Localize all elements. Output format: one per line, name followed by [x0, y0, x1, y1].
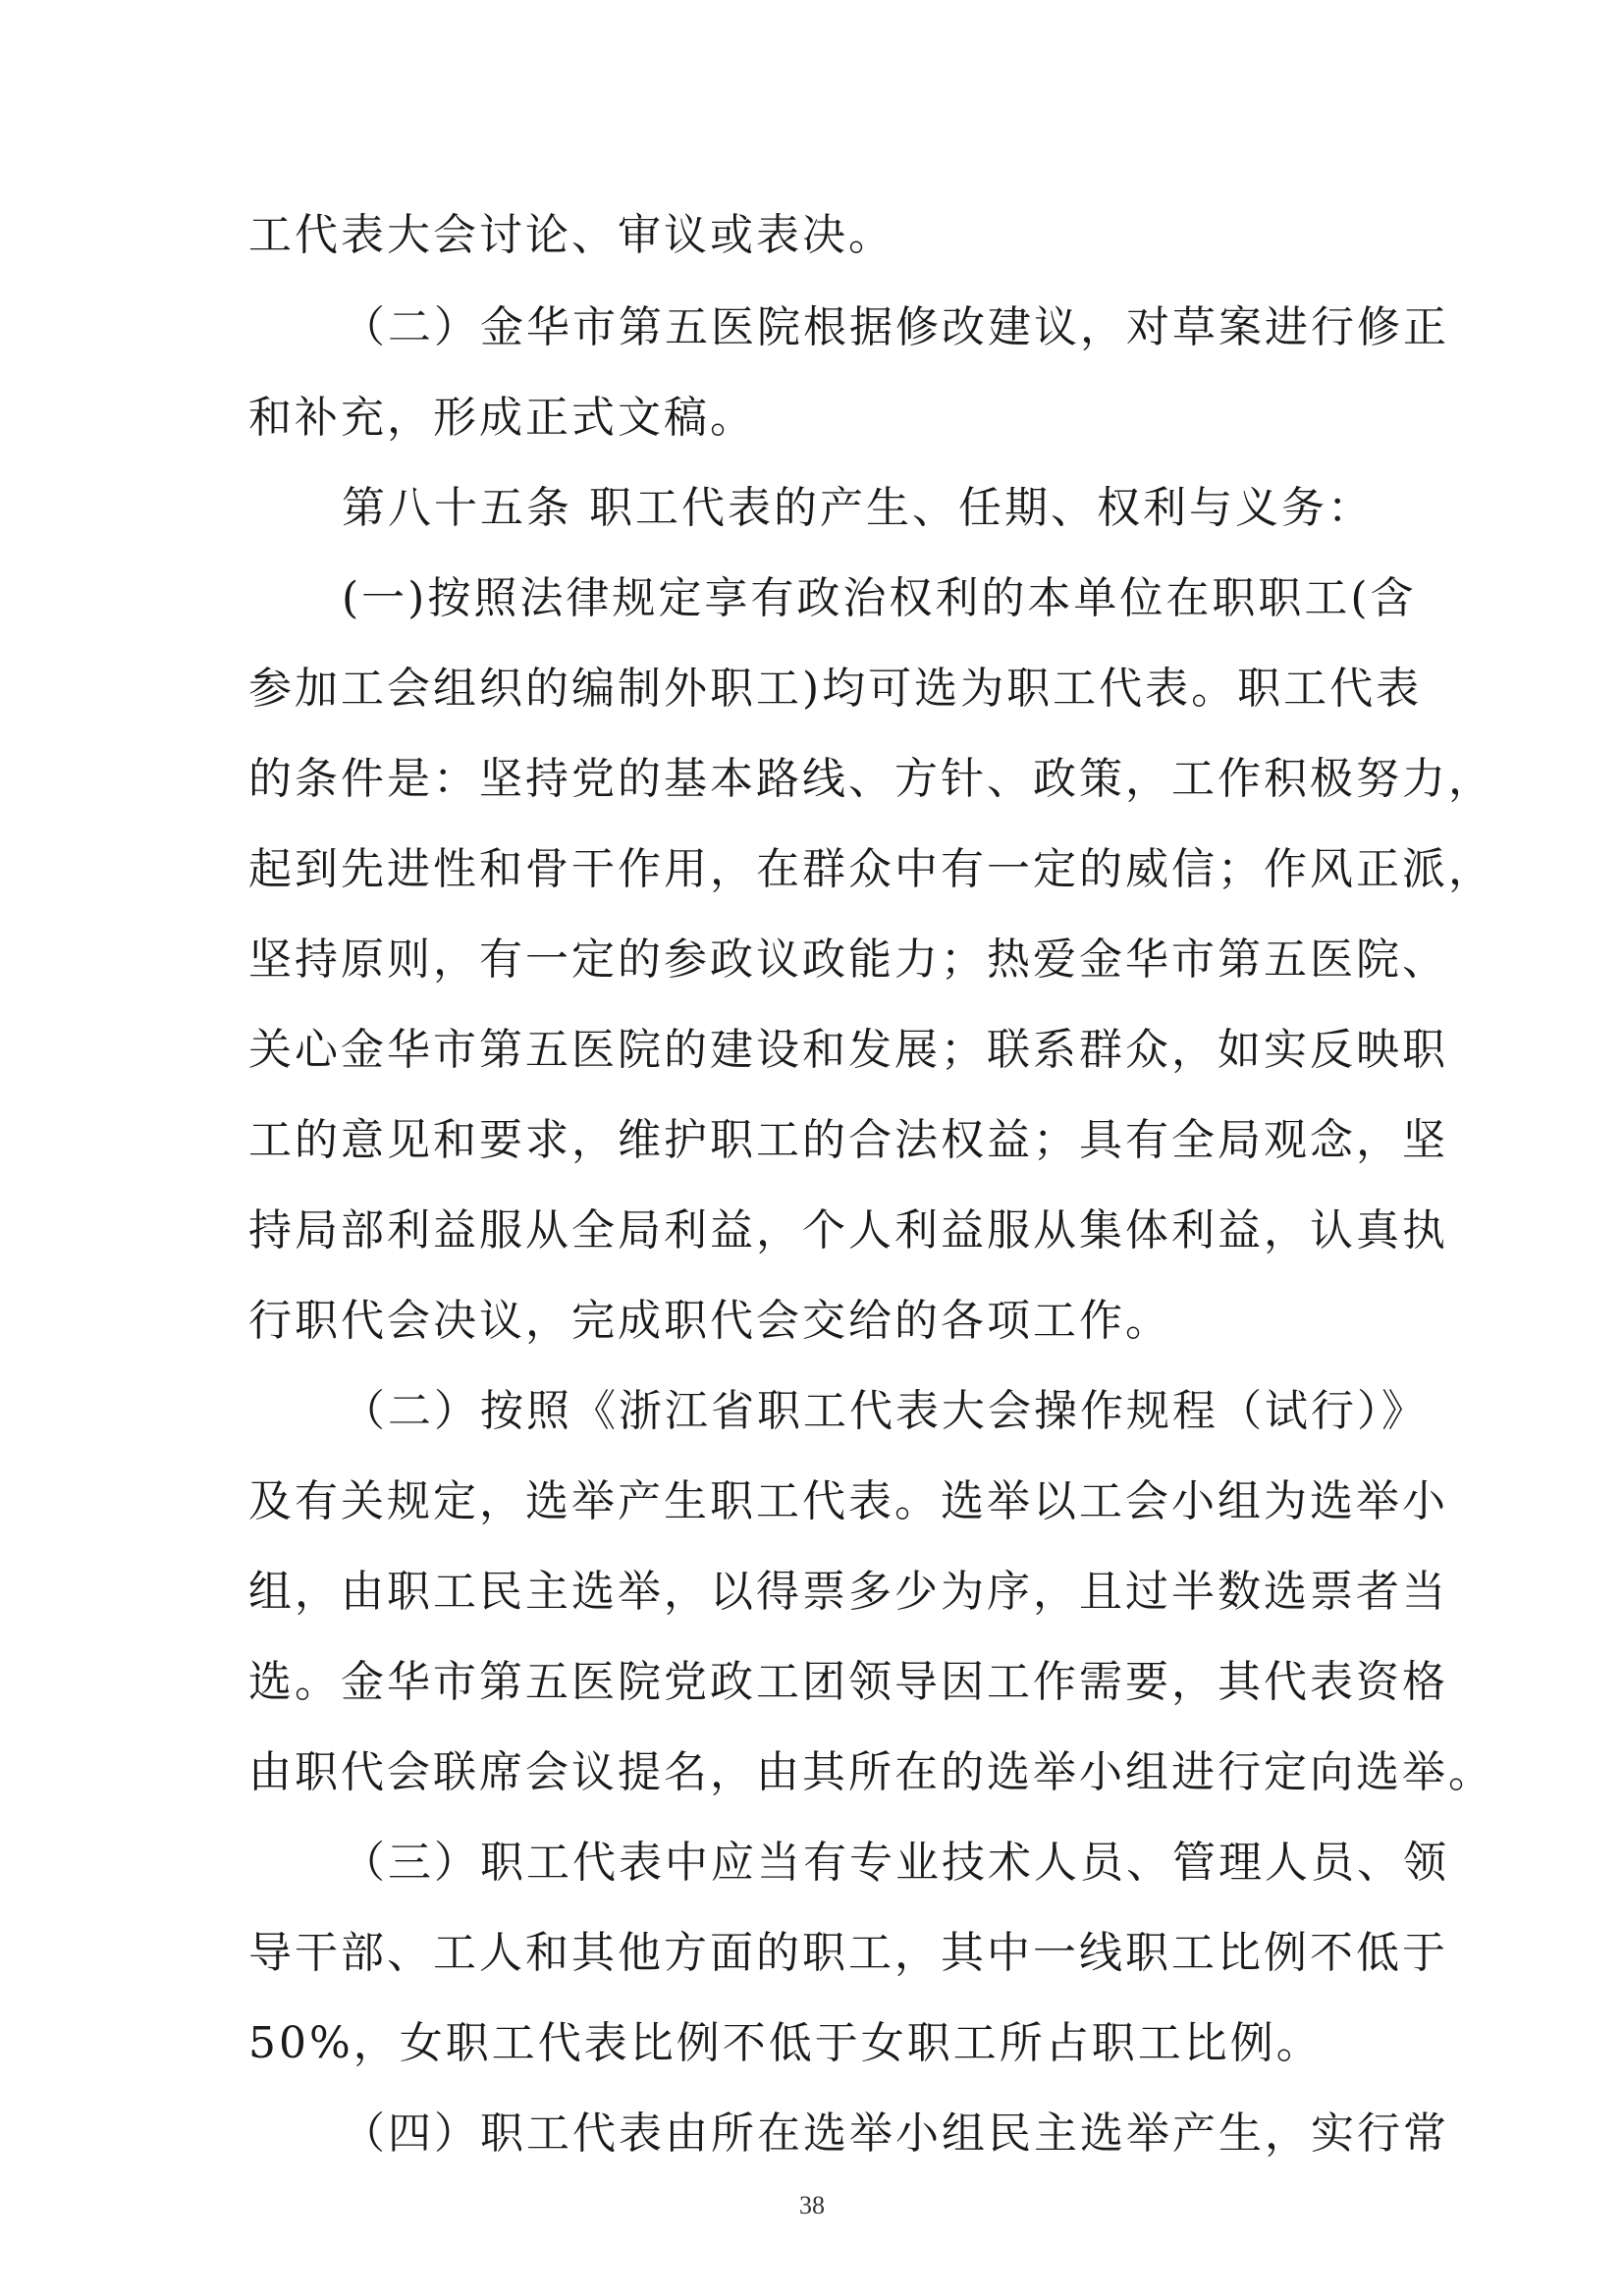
text-line: 由职代会联席会议提名，由其所在的选举小组进行定向选举。: [248, 1747, 1494, 1797]
text-line: 起到先进性和骨干作用，在群众中有一定的威信；作风正派，: [248, 844, 1494, 894]
text-line: 工的意见和要求，维护职工的合法权益；具有全局观念，坚: [248, 1115, 1448, 1165]
article-heading: 第八十五条 职工代表的产生、任期、权利与义务：: [342, 483, 1374, 533]
text-line: 导干部、工人和其他方面的职工，其中一线职工比例不低于: [248, 1928, 1448, 1978]
text-line: 行职代会决议，完成职代会交给的各项工作。: [248, 1296, 1171, 1346]
text-line: (一)按照法律规定享有政治权利的本单位在职职工(含: [342, 573, 1417, 623]
text-line: 组，由职工民主选举，以得票多少为序，且过半数选票者当: [248, 1567, 1448, 1617]
text-line: （二）金华市第五医院根据修改建议，对草案进行修正: [342, 302, 1449, 352]
text-line: 工代表大会讨论、审议或表决。: [248, 210, 894, 260]
text-line: （四）职工代表由所在选举小组民主选举产生，实行常: [342, 2109, 1449, 2159]
text-line: 持局部利益服从全局利益，个人利益服从集体利益，认真执: [248, 1205, 1448, 1255]
text-line: 参加工会组织的编制外职工)均可选为职工代表。职工代表: [248, 664, 1423, 714]
text-line: 50%，女职工代表比例不低于女职工所占职工比例。: [248, 2018, 1323, 2068]
text-line: 和补充，形成正式文稿。: [248, 393, 756, 443]
text-line: 及有关规定，选举产生职工代表。选举以工会小组为选举小: [248, 1476, 1448, 1526]
text-line: （二）按照《浙江省职工代表大会操作规程（试行）》: [342, 1386, 1428, 1436]
text-line: 选。金华市第五医院党政工团领导因工作需要，其代表资格: [248, 1657, 1448, 1707]
text-line: 关心金华市第五医院的建设和发展；联系群众，如实反映职: [248, 1025, 1448, 1075]
text-line: （三）职工代表中应当有专业技术人员、管理人员、领: [342, 1838, 1449, 1888]
page-number: 38: [799, 2191, 825, 2219]
text-line: 的条件是：坚持党的基本路线、方针、政策，工作积极努力，: [248, 754, 1494, 804]
text-line: 坚持原则，有一定的参政议政能力；热爱金华市第五医院、: [248, 934, 1448, 985]
